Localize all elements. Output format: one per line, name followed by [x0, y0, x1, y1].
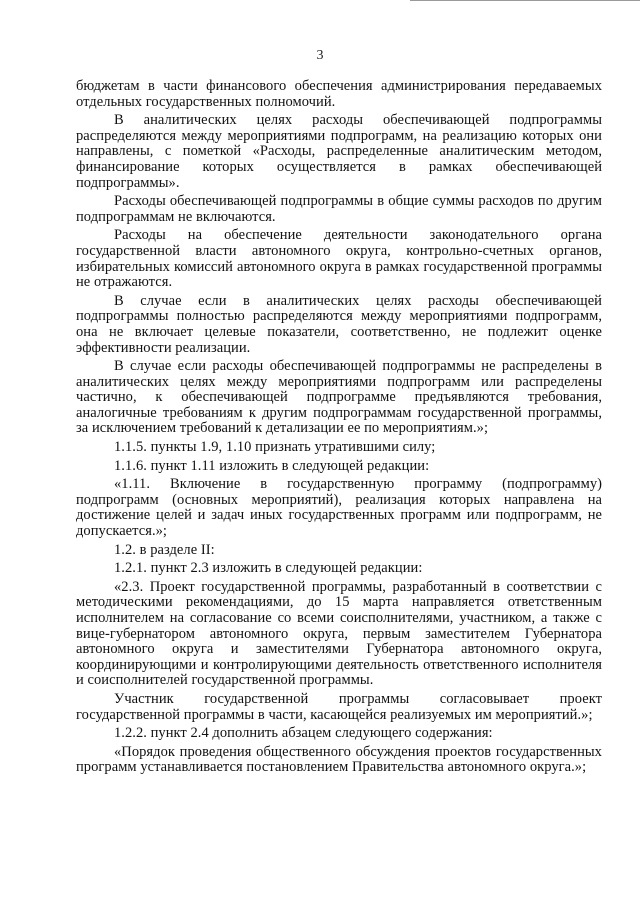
- paragraph: Участник государственной программы согласовывает проект государственной программы в части, касающейся реализуемых им мероприятий.»;: [76, 690, 602, 723]
- document-body: [76, 79, 602, 779]
- paragraph: 1.2.2. пункт 2.4 дополнить абзацем следующего содержания:: [114, 725, 493, 742]
- paragraph: 1.1.6. пункт 1.11 изложить в следующей редакции:: [114, 457, 430, 474]
- paragraph: «1.11. Включение в государственную программу (подпрограмму) подпрограмм (основных мероприятий), реализация которых направлена на достижение целей и задач иных государственных программ или подпрограмм, не допускается.»;: [76, 476, 602, 540]
- top-rule: [410, 0, 640, 1]
- paragraph: 1.2. в разделе II:: [114, 541, 215, 558]
- paragraph: 1.2.1. пункт 2.3 изложить в следующей редакции:: [114, 560, 423, 577]
- paragraph: В случае если в аналитических целях расходы обеспечивающей подпрограммы полностью распределяются между мероприятиями подпрограмм, она не включает целевые показатели, соответственно, не подлежит оценке эффективности реализации.: [76, 292, 602, 356]
- paragraph: В аналитических целях расходы обеспечивающей подпрограммы распределяются между мероприятиями подпрограмм, на реализацию которых они направлены, с пометкой «Расходы, распределенные аналитическим методом, финансирование которых осуществляется в рамках обеспечивающей подпрограммы».: [76, 112, 602, 191]
- paragraph: «Порядок проведения общественного обсуждения проектов государственных программ устанавливается постановлением Правительства автономного округа.»;: [76, 743, 602, 776]
- paragraph: 1.1.5. пункты 1.9, 1.10 признать утратившими силу;: [114, 439, 436, 456]
- paragraph-continuation: бюджетам в части финансового обеспечения администрирования передаваемых отдельных государственных полномочий.: [76, 78, 602, 110]
- paragraph: Расходы на обеспечение деятельности законодательного органа государственной власти автономного округа, контрольно-счетных органов, избирательных комиссий автономного округа в рамках государственной программы не отражаются.: [76, 227, 602, 291]
- paragraph: Расходы обеспечивающей подпрограммы в общие суммы расходов по другим подпрограммам не включаются.: [76, 193, 602, 225]
- paragraph: «2.3. Проект государственной программы, разработанный в соответствии с методическими рекомендациями, до 15 марта направляется ответственным исполнителем на согласование со всеми соисполнителями, участником, а также с вице-губернатором автономного округа, первым заместителем Губернатора автономного округа и заместителями Губернатора автономного округа, координирующими и контролирующими деятельность ответственного исполнителя и соисполнителей государственной программы.: [76, 578, 602, 689]
- paragraph: В случае если расходы обеспечивающей подпрограммы не распределены в аналитических целях между мероприятиями подпрограмм или распределены частично, к обеспечивающей подпрограмме предъявляются требования, аналогичные требованиям к другим подпрограммам государственной программы, за исключением требований к детализации ее по мероприятиям.»;: [76, 358, 602, 437]
- page-number: 3: [316, 48, 324, 63]
